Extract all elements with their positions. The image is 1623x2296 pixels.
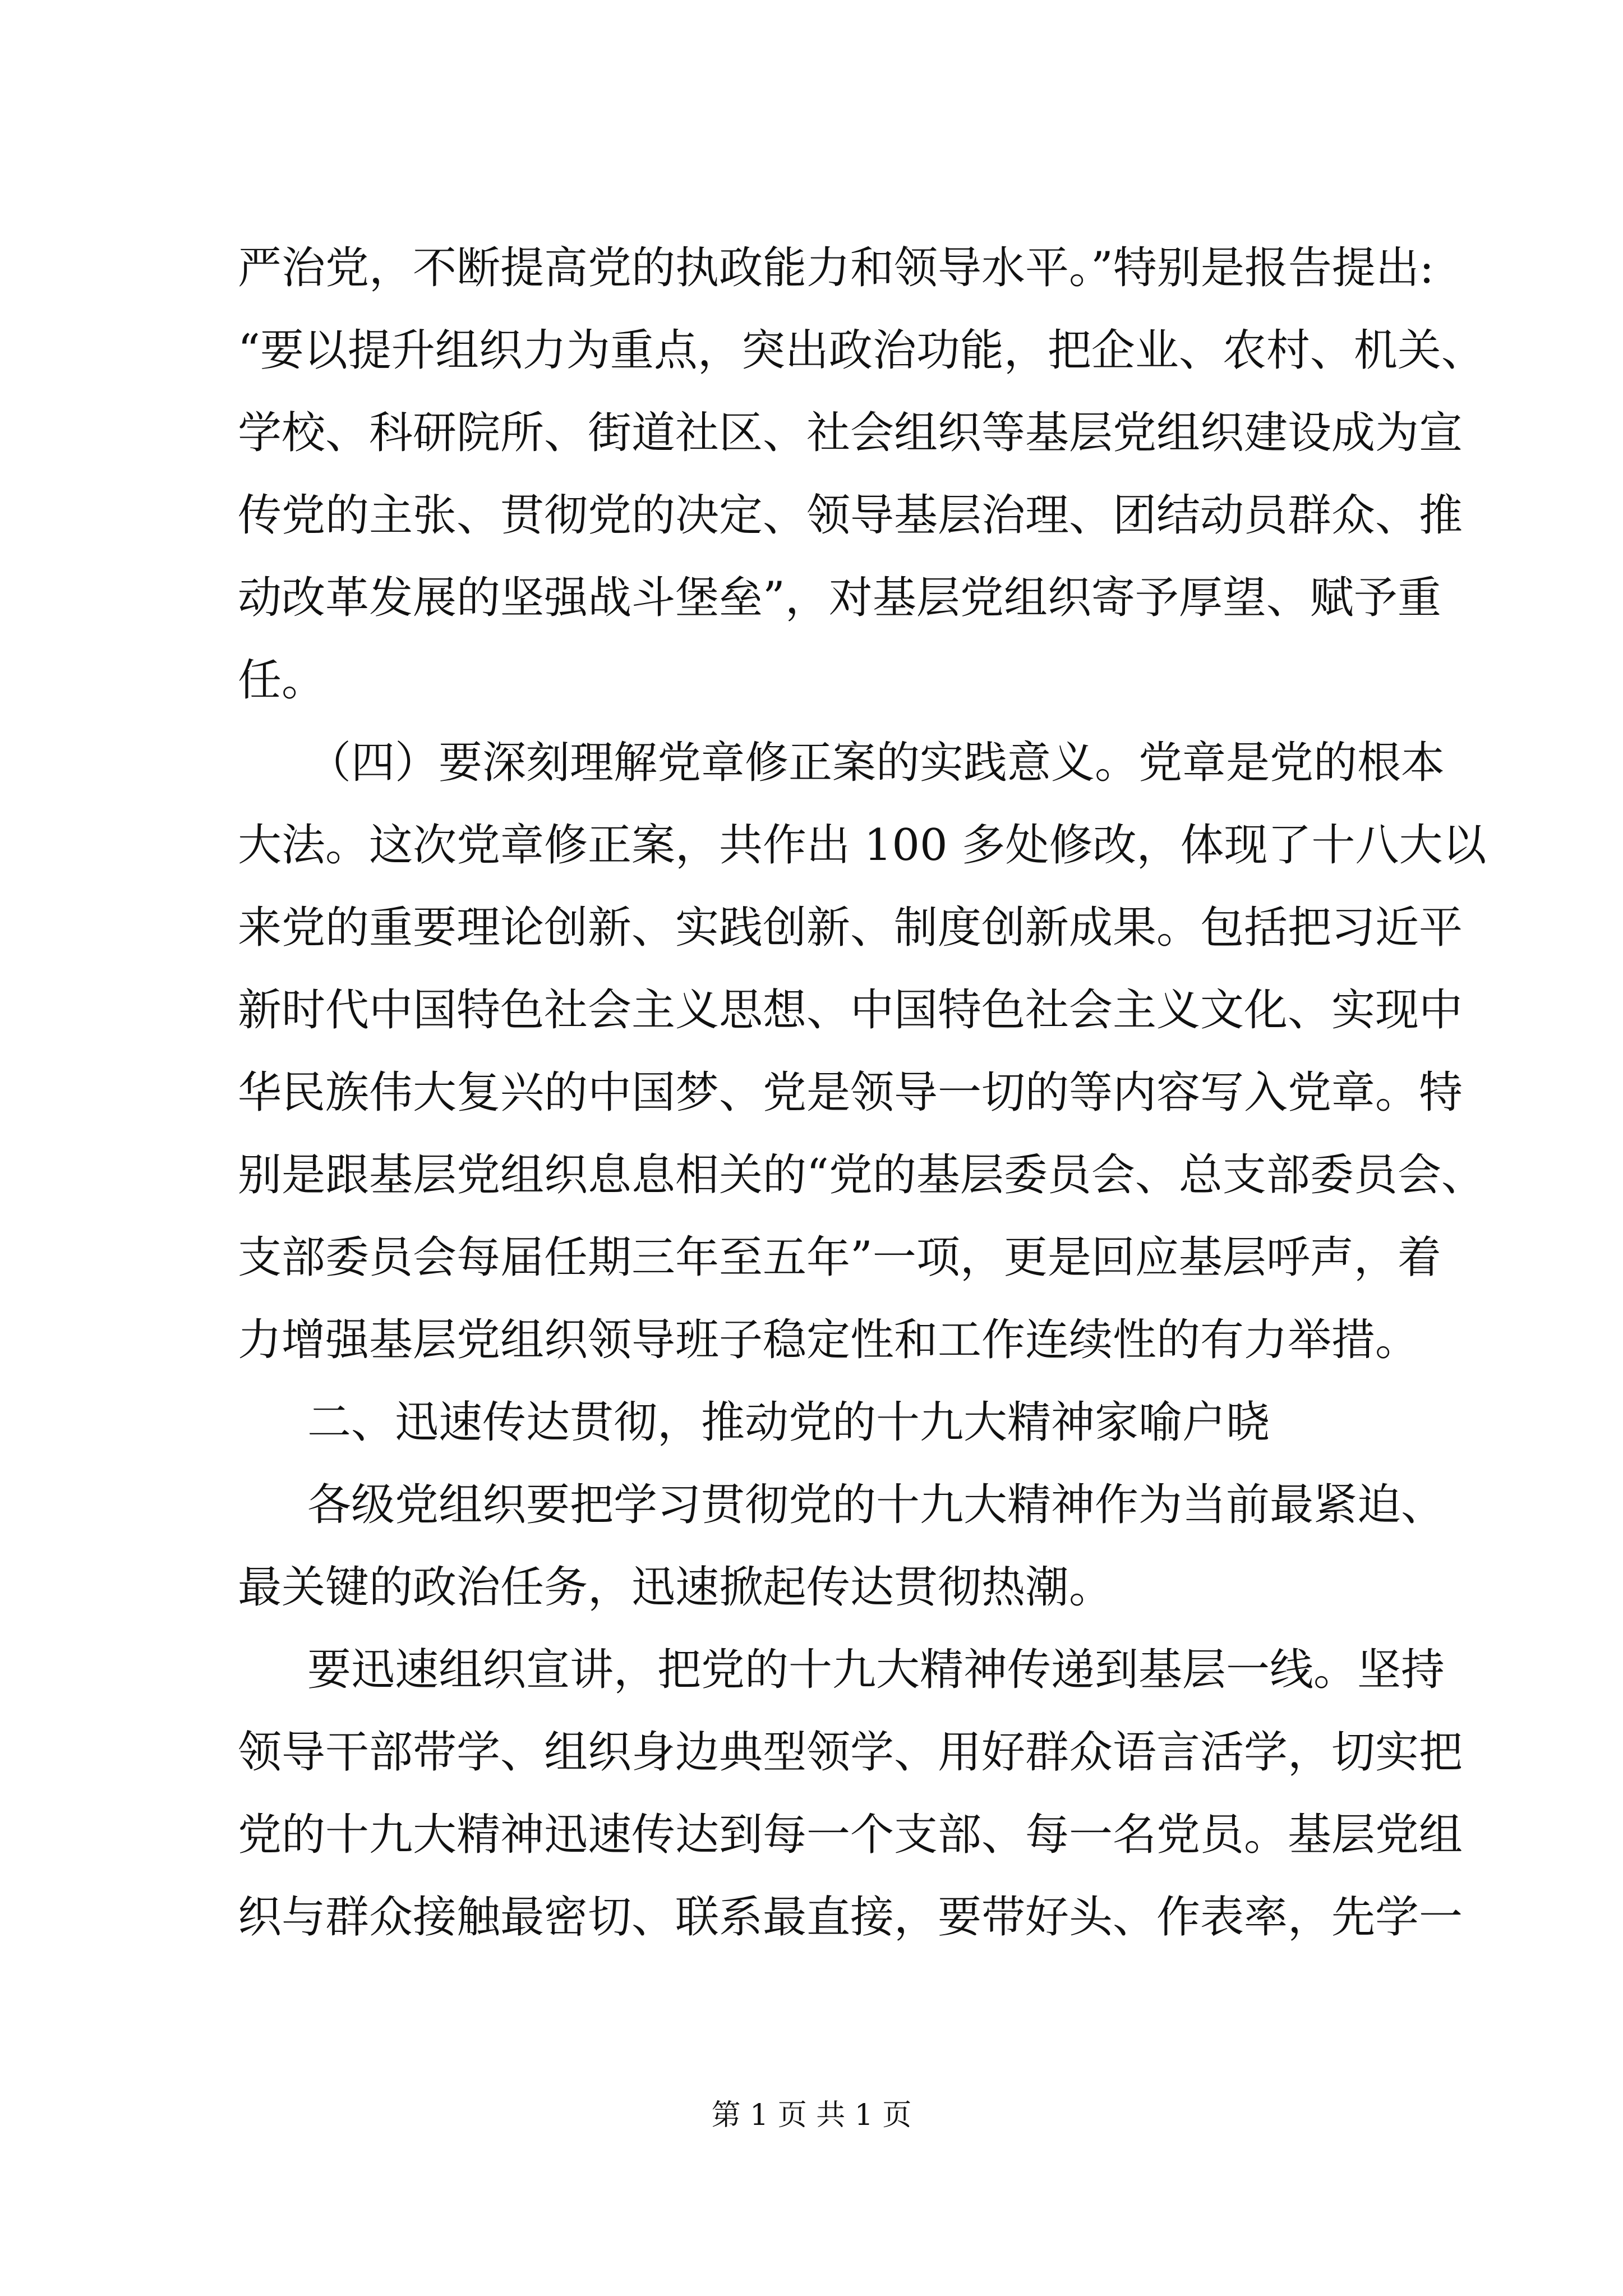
text-line: 织与群众接触最密切、联系最直接，要带好头、作表率，先学一	[238, 1892, 1463, 1943]
paragraph-start-line: 要迅速组织宣讲，把党的十九大精神传递到基层一线。坚持	[307, 1645, 1445, 1695]
text-line: 党的十九大精神迅速传达到每一个支部、每一名党员。基层党组	[238, 1810, 1463, 1860]
page-footer: 第 1 页 共 1 页	[711, 2099, 912, 2132]
text-line: 领导干部带学、组织身边典型领学、用好群众语言活学，切实把	[238, 1727, 1463, 1778]
paragraph-start-line: （四）要深刻理解党章修正案的实践意义。党章是党的根本	[307, 738, 1445, 788]
text-line: 学校、科研院所、街道社区、社会组织等基层党组织建设成为宣	[238, 408, 1463, 458]
section-heading: 二、迅速传达贯彻，推动党的十九大精神家喻户晓	[307, 1397, 1270, 1448]
document-body	[238, 227, 1487, 1959]
text-line: 严治党，不断提高党的执政能力和领导水平。”特别是报告提出:	[238, 243, 1435, 293]
text-line: 华民族伟大复兴的中国梦、党是领导一切的等内容写入党章。特	[238, 1068, 1463, 1118]
text-line: 来党的重要理论创新、实践创新、制度创新成果。包括把习近平	[238, 903, 1463, 953]
text-line: 传党的主张、贯彻党的决定、领导基层治理、团结动员群众、推	[238, 490, 1463, 541]
text-line: 最关键的政治任务，迅速掀起传达贯彻热潮。	[238, 1562, 1113, 1613]
paragraph-start-line: 各级党组织要把学习贯彻党的十九大精神作为当前最紧迫、	[307, 1480, 1445, 1530]
text-line: 任。	[238, 655, 326, 706]
text-line: 别是跟基层党组织息息相关的“党的基层委员会、总支部委员会、	[238, 1150, 1485, 1200]
text-line: 力增强基层党组织领导班子稳定性和工作连续性的有力举措。	[238, 1315, 1419, 1365]
text-line: 支部委员会每届任期三年至五年”一项，更是回应基层呼声，着	[238, 1232, 1441, 1283]
text-line: “要以提升组织力为重点，突出政治功能，把企业、农村、机关、	[238, 325, 1485, 376]
text-line: 大法。这次党章修正案，共作出 100 多处修改，体现了十八大以	[238, 820, 1487, 871]
text-line: 动改革发展的坚强战斗堡垒”，对基层党组织寄予厚望、赋予重	[238, 573, 1441, 623]
text-line: 新时代中国特色社会主义思想、中国特色社会主义文化、实现中	[238, 985, 1463, 1036]
